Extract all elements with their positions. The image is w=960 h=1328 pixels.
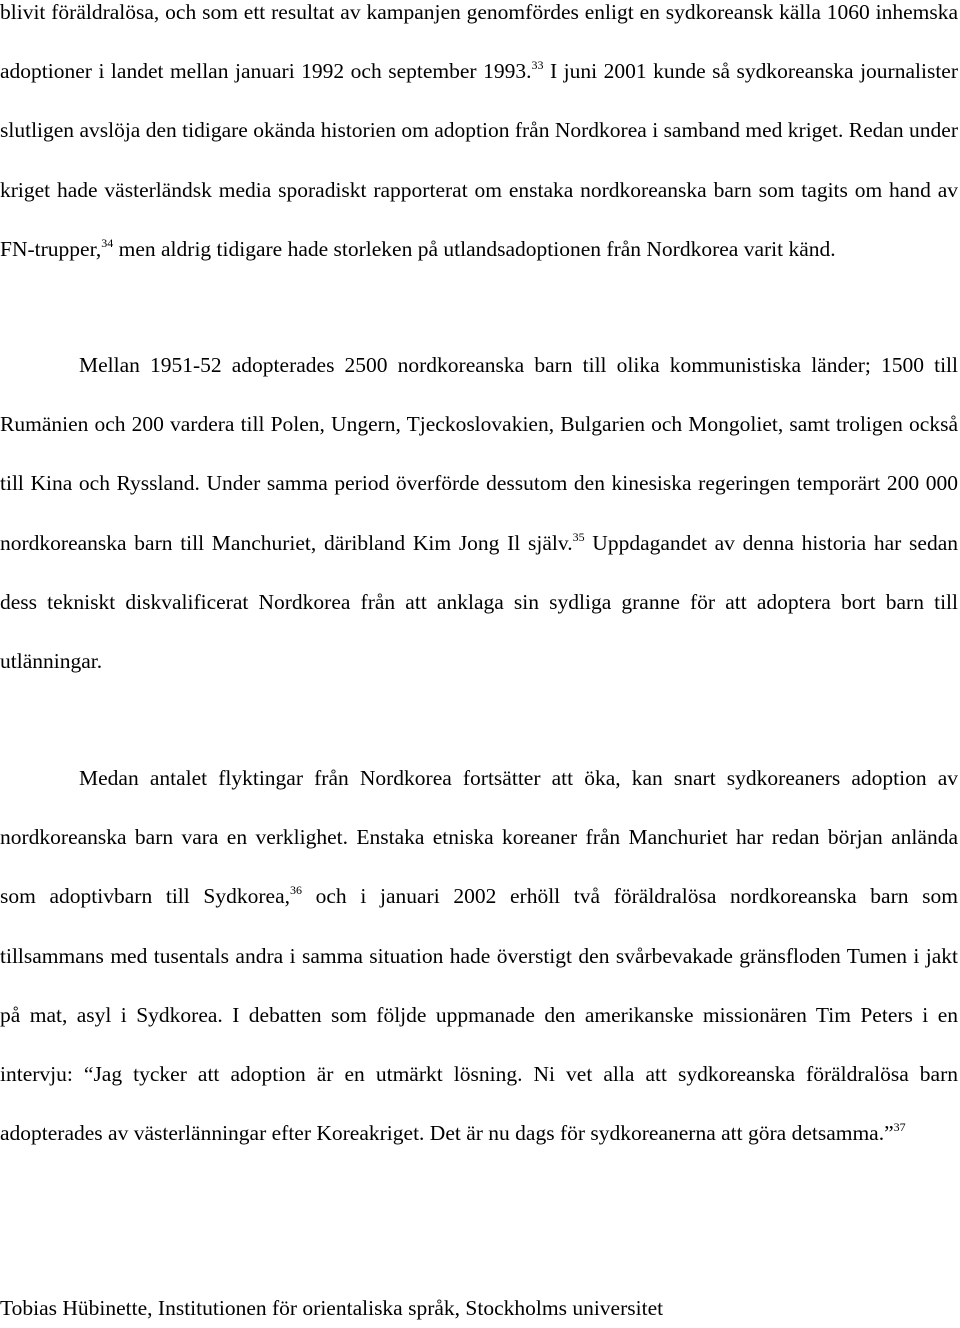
- paragraph-1-text-3: men aldrig tidigare hade storleken på utlandsadoptionen från Nordkorea varit känd.: [113, 236, 836, 261]
- author-footer: Tobias Hübinette, Institutionen för orientaliska språk, Stockholms universitet: [0, 1296, 664, 1320]
- paragraph-2-text-2: Uppdagandet av denna historia har sedan dess tekniskt diskvalificerat Nordkorea från att anklaga sin sydliga granne för att adoptera bort barn till utlänningar.: [0, 530, 958, 674]
- footnote-ref-34[interactable]: 34: [101, 235, 114, 250]
- footnote-ref-37[interactable]: 37: [893, 1120, 906, 1135]
- footnote-ref-33[interactable]: 33: [531, 58, 544, 73]
- paragraph-2: [0, 336, 958, 691]
- paragraph-1: [0, 0, 958, 279]
- paragraph-3: [0, 749, 958, 1163]
- footnote-ref-35[interactable]: 35: [572, 529, 585, 544]
- paragraph-3-text-1: Medan antalet flyktingar från Nordkorea fortsätter att öka, kan snart sydkoreaners adoption av nordkoreanska barn vara en verklighet. Enstaka etniska koreaner från Manchuriet har redan början anlända som adoptivbarn till Sydkorea,: [0, 766, 958, 909]
- footnote-ref-36[interactable]: 36: [289, 883, 302, 898]
- paragraph-1-text-1: blivit föräldralösa, och som ett resultat av kampanjen genomfördes enligt en sydkoreansk källa 1060 inhemska adoptioner i landet mellan januari 1992 och september 1993.: [0, 0, 958, 84]
- paragraph-2-text-1: Mellan 1951-52 adopterades 2500 nordkoreanska barn till olika kommunistiska länder; 1500 till Rumänien och 200 vardera till Polen, Ungern, Tjeckoslovakien, Bulgarien och Mongoliet, samt troligen också till Kina och Ryssland. Under samma period överförde dessutom den kinesiska regeringen temporärt 200 000 nordkoreanska barn till Manchuriet, däribland Kim Jong Il själv.: [0, 353, 958, 555]
- paragraph-3-text-2: och i januari 2002 erhöll två föräldralösa nordkoreanska barn som tillsammans med tusentals andra i samma situation hade överstigt den svårbevakade gränsfloden Tumen i jakt på mat, asyl i Sydkorea. I debatten som följde uppmanade den amerikanske missionären Tim Peters i en intervju: “Jag tycker att adoption är en utmärkt lösning. Ni vet alla att sydkoreanska föräldralösa barn adopterades av västerlänningar efter Koreakriget. Det är nu dags för sydkoreanerna att göra detsamma.”: [0, 884, 958, 1146]
- paragraph-1-text-2: I juni 2001 kunde så sydkoreanska journalister slutligen avslöja den tidigare okända historien om adoption från Nordkorea i samband med kriget. Redan under kriget hade västerländsk media sporadiskt rapporterat om enstaka nordkoreanska barn som tagits om hand av FN-trupper,: [0, 59, 959, 261]
